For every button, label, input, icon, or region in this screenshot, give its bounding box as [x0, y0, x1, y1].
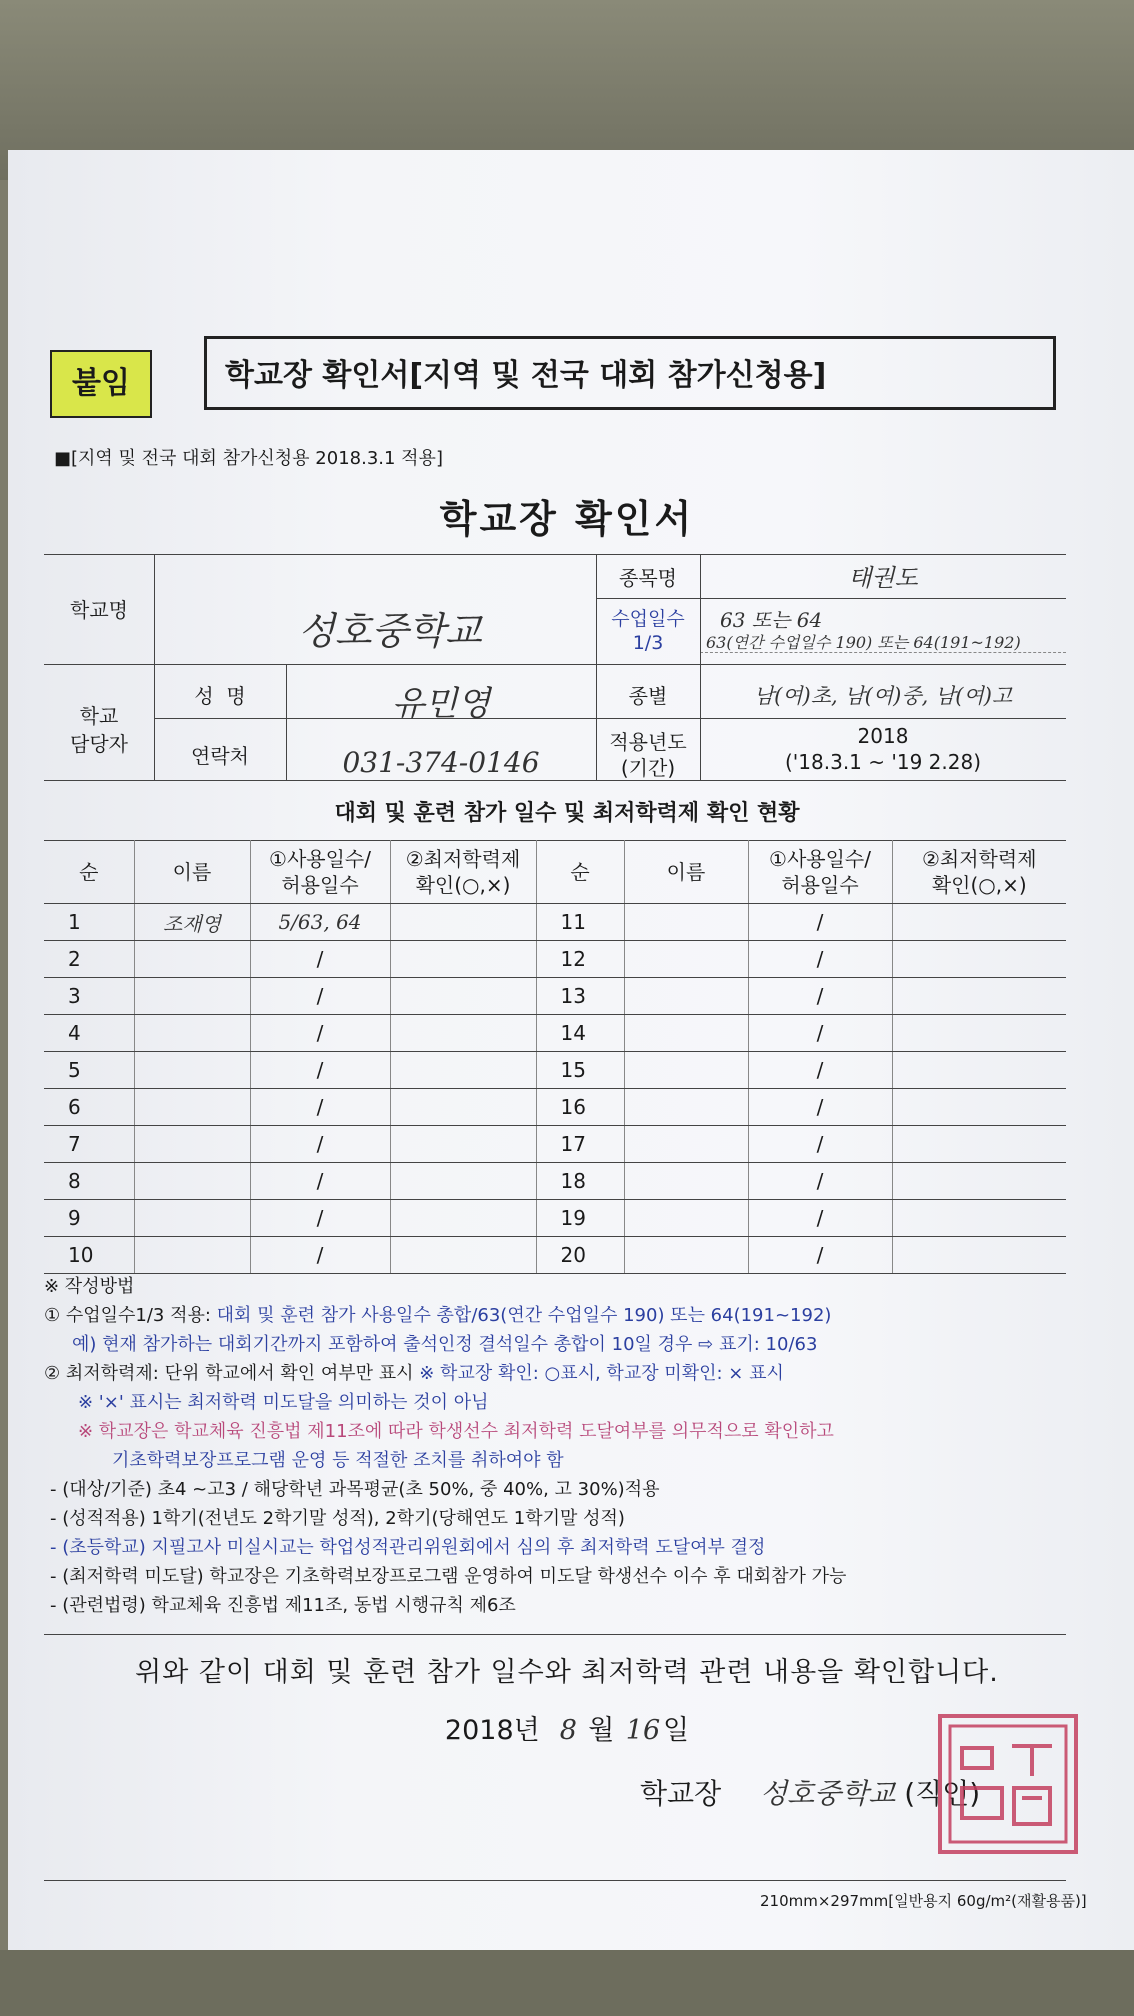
header-days-line-2: 허용일수 — [781, 873, 859, 897]
athlete-name — [624, 904, 748, 941]
table-row — [44, 1237, 1066, 1274]
principal-signature — [640, 1772, 980, 1812]
days-used: / — [250, 1126, 390, 1163]
class-days-value-1: 63 또는 64 — [720, 608, 823, 632]
min-academic-check — [390, 978, 536, 1015]
athlete-name — [624, 1015, 748, 1052]
row-number: 3 — [44, 978, 134, 1015]
event-value: 태권도 — [848, 564, 918, 592]
min-academic-check — [390, 1052, 536, 1089]
division-label: 종별 — [628, 684, 668, 708]
header-days-left — [250, 841, 390, 904]
row-number: 11 — [536, 904, 624, 941]
background-surface-bottom — [0, 1950, 1134, 2016]
year-value-2: ('18.3.1 ~ '19 2.28) — [784, 750, 982, 774]
min-academic-check — [892, 904, 1066, 941]
manager-label-1: 학교 — [79, 704, 119, 728]
note-1a-prefix: ① 수업일수1/3 적용: — [44, 1305, 217, 1326]
row-number: 20 — [536, 1237, 624, 1274]
note-1a-text: 대회 및 훈련 참가 사용일수 총합/63(연간 수업일수 190) 또는 64(191~192) — [216, 1305, 832, 1326]
attachment-badge: 붙임 — [50, 350, 152, 418]
row-number: 16 — [536, 1089, 624, 1126]
table-row — [44, 1163, 1066, 1200]
athlete-name — [624, 941, 748, 978]
note-3b: 기초학력보장프로그램 운영 등 적절한 조치를 취하여야 함 — [112, 1450, 564, 1471]
header-days-right — [748, 841, 892, 904]
note-2 — [44, 1359, 1084, 1388]
bullet-target: - (대상/기준) 초4 ~고3 / 해당학년 과목평균(초 50%, 중 40%, 고 30%)적용 — [50, 1479, 660, 1500]
athlete-name — [624, 1237, 748, 1274]
athlete-name — [134, 1200, 250, 1237]
section-title: 대회 및 훈련 참가 일수 및 최저학력제 확인 현황 — [334, 801, 800, 826]
info-table-top-border — [44, 554, 1066, 555]
row-number: 14 — [536, 1015, 624, 1052]
table-row — [44, 1126, 1066, 1163]
table-row — [44, 904, 1066, 941]
confirmation-statement: 위와 같이 대회 및 훈련 참가 일수와 최저학력 관련 내용을 확인합니다. — [135, 1657, 999, 1688]
days-used: / — [250, 978, 390, 1015]
athlete-name — [134, 1089, 250, 1126]
athlete-name — [624, 1200, 748, 1237]
row-number: 17 — [536, 1126, 624, 1163]
seal-pattern — [942, 1718, 1074, 1850]
header-name-right: 이름 — [624, 841, 748, 904]
row-number: 2 — [44, 941, 134, 978]
class-days-label-2: 1/3 — [632, 632, 664, 654]
year-value-1: 2018 — [857, 724, 909, 748]
signature-bottom-border — [44, 1880, 1066, 1881]
row-number: 1 — [44, 904, 134, 941]
year-label-2: (기간) — [620, 756, 676, 780]
header-min-line-1: ②최저학력제 — [405, 847, 521, 871]
note-2-prefix: ② 최저학력제: 단위 학교에서 확인 여부만 표시 — [44, 1363, 420, 1384]
date-year: 2018년 — [444, 1715, 540, 1746]
table-row — [44, 1089, 1066, 1126]
athlete-name — [624, 1089, 748, 1126]
participation-table — [44, 840, 1066, 1274]
days-used: / — [250, 1200, 390, 1237]
row-number: 9 — [44, 1200, 134, 1237]
table-row — [44, 941, 1066, 978]
official-seal-stamp — [938, 1714, 1078, 1854]
bullet-elementary: - (초등학교) 지필고사 미실시교는 학업성적관리위원회에서 심의 후 최저학력 도달여부 결정 — [50, 1537, 766, 1558]
days-used: / — [748, 941, 892, 978]
athlete-name — [134, 1237, 250, 1274]
class-days-label-1: 수업일수 — [611, 608, 685, 630]
min-academic-check — [390, 1089, 536, 1126]
min-academic-check — [390, 1237, 536, 1274]
manager-name-value: 유민영 — [391, 684, 491, 724]
min-academic-check — [892, 1237, 1066, 1274]
info-row-line-right-1 — [596, 598, 1066, 599]
athlete-name — [624, 1126, 748, 1163]
bullet-below-min: - (최저학력 미도달) 학교장은 기초학력보장프로그램 운영하여 미도달 학생선수 이수 후 대회참가 가능 — [50, 1566, 847, 1587]
min-academic-check — [390, 1015, 536, 1052]
min-academic-check — [390, 1163, 536, 1200]
note-3a: ※ 학교장은 학교체육 진흥법 제11조에 따라 학생선수 최저학력 도달여부를 의무적으로 확인하고 — [78, 1421, 834, 1442]
athlete-name — [134, 1015, 250, 1052]
class-days-value-2: 63(연간 수업일수 190) 또는 64(191~192) — [706, 633, 1021, 652]
days-used: / — [748, 1163, 892, 1200]
header-min-left — [390, 841, 536, 904]
min-academic-check — [390, 941, 536, 978]
manager-contact-value: 031-374-0146 — [342, 746, 540, 779]
days-used: / — [748, 904, 892, 941]
min-academic-check — [892, 1163, 1066, 1200]
row-number: 18 — [536, 1163, 624, 1200]
date-day-unit: 일 — [662, 1715, 690, 1746]
note-2-text: ※ 학교장 확인: ○표시, 학교장 미확인: × 표시 — [419, 1363, 784, 1384]
seal-note: (직인) — [904, 1777, 981, 1810]
table-row — [44, 1052, 1066, 1089]
manager-contact-label: 연락처 — [191, 744, 249, 768]
min-academic-check — [892, 1200, 1066, 1237]
header-days-line-1: ①사용일수/ — [769, 847, 871, 871]
row-number: 5 — [44, 1052, 134, 1089]
school-name-value: 성호중학교 — [298, 609, 482, 653]
event-label: 종목명 — [619, 566, 677, 590]
athlete-name — [624, 1052, 748, 1089]
info-table-bottom-border — [44, 780, 1066, 781]
athlete-name — [624, 1163, 748, 1200]
days-used: / — [250, 1015, 390, 1052]
row-number: 15 — [536, 1052, 624, 1089]
school-name-label: 학교명 — [70, 598, 128, 622]
manager-name-label: 성 명 — [194, 684, 246, 708]
header-name-left: 이름 — [134, 841, 250, 904]
instructions — [44, 1272, 1084, 1620]
row-number: 7 — [44, 1126, 134, 1163]
days-used: / — [250, 1237, 390, 1274]
min-academic-check — [892, 1126, 1066, 1163]
days-used: / — [250, 1163, 390, 1200]
row-number: 6 — [44, 1089, 134, 1126]
days-used: / — [748, 1126, 892, 1163]
table-header-row — [44, 841, 1066, 904]
header-min-line-2: 확인(○,×) — [931, 873, 1027, 897]
athlete-name — [624, 978, 748, 1015]
signer-school: 성호중학교 — [760, 1777, 896, 1810]
min-academic-check — [390, 1126, 536, 1163]
manager-label-2: 담당자 — [70, 732, 128, 756]
date-month-unit: 월 — [588, 1715, 615, 1746]
header-min-right — [892, 841, 1066, 904]
date-month: 8 — [559, 1715, 577, 1746]
bullet-law: - (관련법령) 학교체육 진흥법 제11조, 동법 시행규칙 제6조 — [50, 1595, 516, 1616]
row-number: 19 — [536, 1200, 624, 1237]
division-value: 남(여)초, 남(여)중, 남(여)고 — [753, 684, 1013, 708]
row-number: 12 — [536, 941, 624, 978]
notes-heading: ※ 작성방법 — [44, 1276, 135, 1297]
min-academic-check — [892, 1015, 1066, 1052]
header-no-right: 순 — [536, 841, 624, 904]
days-used: 5/63, 64 — [250, 904, 390, 941]
header-days-line-2: 허용일수 — [281, 873, 359, 897]
row-number: 13 — [536, 978, 624, 1015]
athlete-name: 조재영 — [134, 904, 250, 941]
athlete-name — [134, 1126, 250, 1163]
days-used: / — [748, 1052, 892, 1089]
min-academic-check — [390, 1200, 536, 1237]
min-academic-check — [390, 904, 536, 941]
athlete-name — [134, 941, 250, 978]
principal-label: 학교장 — [640, 1777, 722, 1810]
days-used: / — [748, 1237, 892, 1274]
days-used: / — [250, 1052, 390, 1089]
athlete-name — [134, 1163, 250, 1200]
row-number: 10 — [44, 1237, 134, 1274]
days-used: / — [748, 1089, 892, 1126]
row-number: 8 — [44, 1163, 134, 1200]
note-1a — [44, 1301, 1084, 1330]
athlete-name — [134, 978, 250, 1015]
document-title: 학교장 확인서 — [439, 497, 695, 541]
info-table-divider — [44, 664, 1066, 665]
days-used: / — [250, 941, 390, 978]
min-academic-check — [892, 941, 1066, 978]
table-row — [44, 978, 1066, 1015]
header-min-line-2: 확인(○,×) — [415, 873, 511, 897]
min-academic-check — [892, 1089, 1066, 1126]
days-used: / — [748, 1015, 892, 1052]
header-days-line-1: ①사용일수/ — [269, 847, 371, 871]
date-day: 16 — [625, 1715, 661, 1746]
form-subnote: ■[지역 및 전국 대회 참가신청용 2018.3.1 적용] — [54, 448, 443, 469]
min-academic-check — [892, 1052, 1066, 1089]
note-1b: 예) 현재 참가하는 대회기간까지 포함하여 출석인정 결석일수 총합이 10일 경우 ⇨ 표기: 10/63 — [72, 1334, 818, 1355]
days-used: / — [748, 978, 892, 1015]
row-number: 4 — [44, 1015, 134, 1052]
note-2b: ※ '×' 표시는 최저학력 미도달을 의미하는 것이 아님 — [78, 1392, 489, 1413]
table-row — [44, 1200, 1066, 1237]
year-label-1: 적용년도 — [609, 730, 687, 754]
header-title: 학교장 확인서[지역 및 전국 대회 참가신청용] — [204, 336, 1056, 410]
bullet-grades: - (성적적용) 1학기(전년도 2학기말 성적), 2학기(당해연도 1학기말 성적) — [50, 1508, 625, 1529]
table-row — [44, 1015, 1066, 1052]
athlete-name — [134, 1052, 250, 1089]
min-academic-check — [892, 978, 1066, 1015]
header-no-left: 순 — [44, 841, 134, 904]
header-min-line-1: ②최저학력제 — [921, 847, 1037, 871]
notes-bottom-border — [44, 1634, 1066, 1635]
days-used: / — [748, 1200, 892, 1237]
paper-spec-footer: 210mm×297mm[일반용지 60g/m²(재활용품)] — [760, 1892, 1087, 1910]
days-used: / — [250, 1089, 390, 1126]
